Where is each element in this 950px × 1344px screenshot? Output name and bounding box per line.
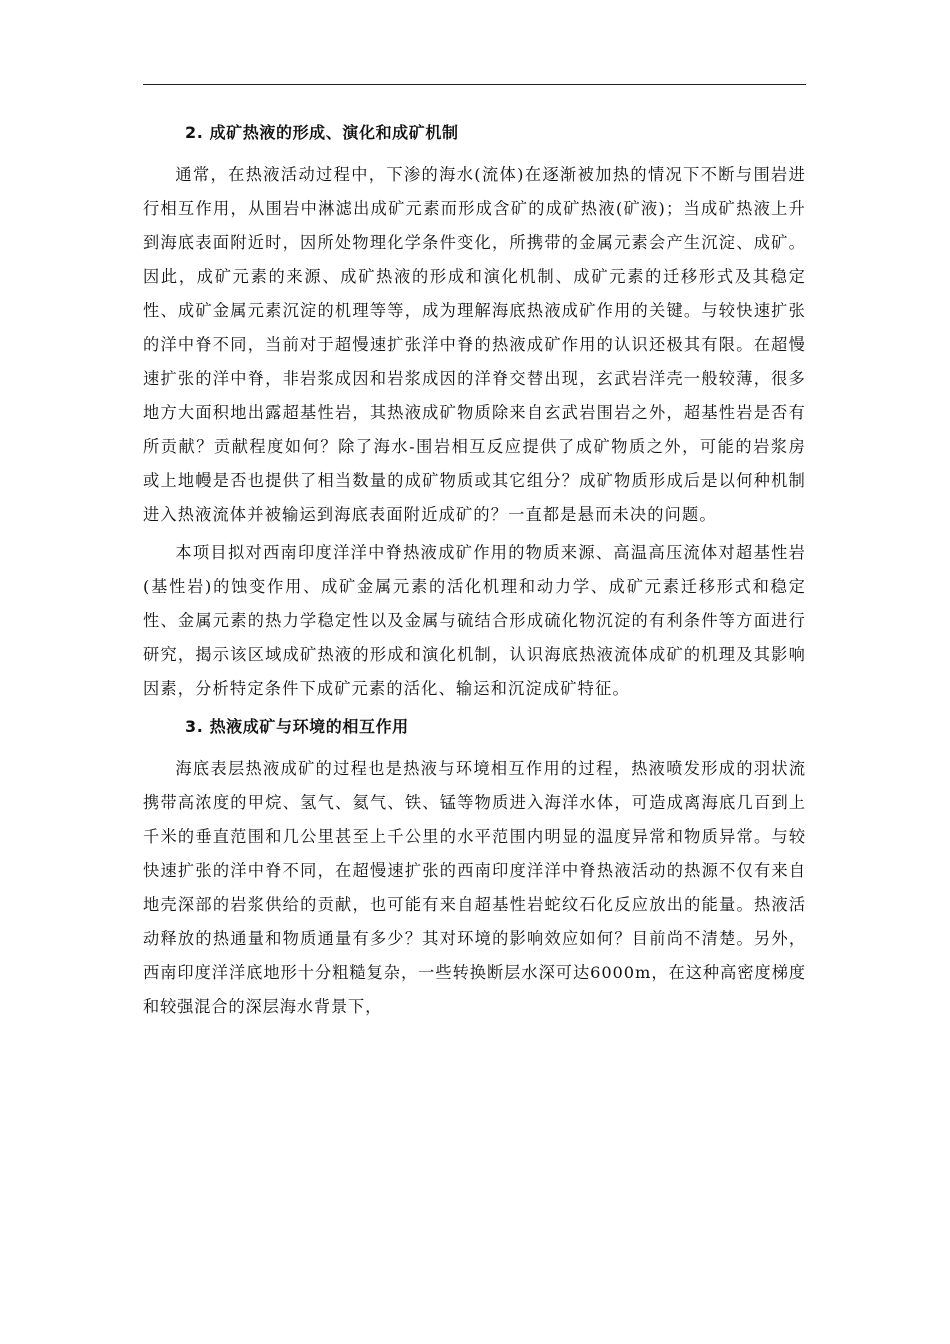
section-environment-interaction: [143, 710, 806, 1024]
body-paragraph: 海底表层热液成矿的过程也是热液与环境相互作用的过程，热液喷发形成的羽状流携带高浓度的甲烷、氢气、氦气、铁、锰等物质进入海洋水体，可造成离海底几百到上千米的垂直范围和几公里甚至上千公里的水平范围内明显的温度异常和物质异常。与较快速扩张的洋中脊不同，在超慢速扩张的西南印度洋洋中脊热液活动的热源不仅有来自地壳深部的岩浆供给的贡献，也可能有来自超基性岩蛇纹石化反应放出的能量。热液活动释放的热通量和物质通量有多少？其对环境的影响效应如何？目前尚不清楚。另外，西南印度洋洋底地形十分粗糙复杂，一些转换断层水深可达6000m，在这种高密度梯度和较强混合的深层海水背景下，: [143, 759, 806, 1016]
body-paragraph: 本项目拟对西南印度洋洋中脊热液成矿作用的物质来源、高温高压流体对超基性岩(基性岩)的蚀变作用、成矿金属元素的活化机理和动力学、成矿元素迁移形式和稳定性、金属元素的热力学稳定性以及金属与硫结合形成硫化物沉淀的有利条件等方面进行研究，揭示该区域成矿热液的形成和演化机制，认识海底热液流体成矿的机理及其影响因素，分析特定条件下成矿元素的活化、输运和沉淀成矿特征。: [143, 543, 806, 698]
header-rule: [143, 84, 806, 85]
body-paragraph: 通常，在热液活动过程中，下渗的海水(流体)在逐渐被加热的情况下不断与围岩进行相互作用，从围岩中淋滤出成矿元素而形成含矿的成矿热液(矿液)；当成矿热液上升到海底表面附近时，因所处物理化学条件变化，所携带的金属元素会产生沉淀、成矿。因此，成矿元素的来源、成矿热液的形成和演化机制、成矿元素的迁移形式及其稳定性、成矿金属元素沉淀的机理等等，成为理解海底热液成矿作用的关键。与较快速扩张的洋中脊不同，当前对于超慢速扩张洋中脊的热液成矿作用的认识还极其有限。在超慢速扩张的洋中脊，非岩浆成因和岩浆成因的洋脊交替出现，玄武岩洋壳一般较薄，很多地方大面积地出露超基性岩，其热液成矿物质除来自玄武岩围岩之外，超基性岩是否有所贡献？贡献程度如何？除了海水-围岩相互反应提供了成矿物质之外，可能的岩浆房或上地幔是否也提供了相当数量的成矿物质或其它组分？成矿物质形成后是以何种机制进入热液流体并被输运到海底表面附近成矿的？一直都是悬而未决的问题。: [143, 165, 806, 524]
section-heading: 2. 成矿热液的形成、演化和成矿机制: [185, 123, 459, 142]
document-body: [143, 116, 806, 1028]
section-ore-fluid-formation: [143, 116, 806, 706]
section-heading: 3. 热液成矿与环境的相互作用: [185, 717, 409, 736]
